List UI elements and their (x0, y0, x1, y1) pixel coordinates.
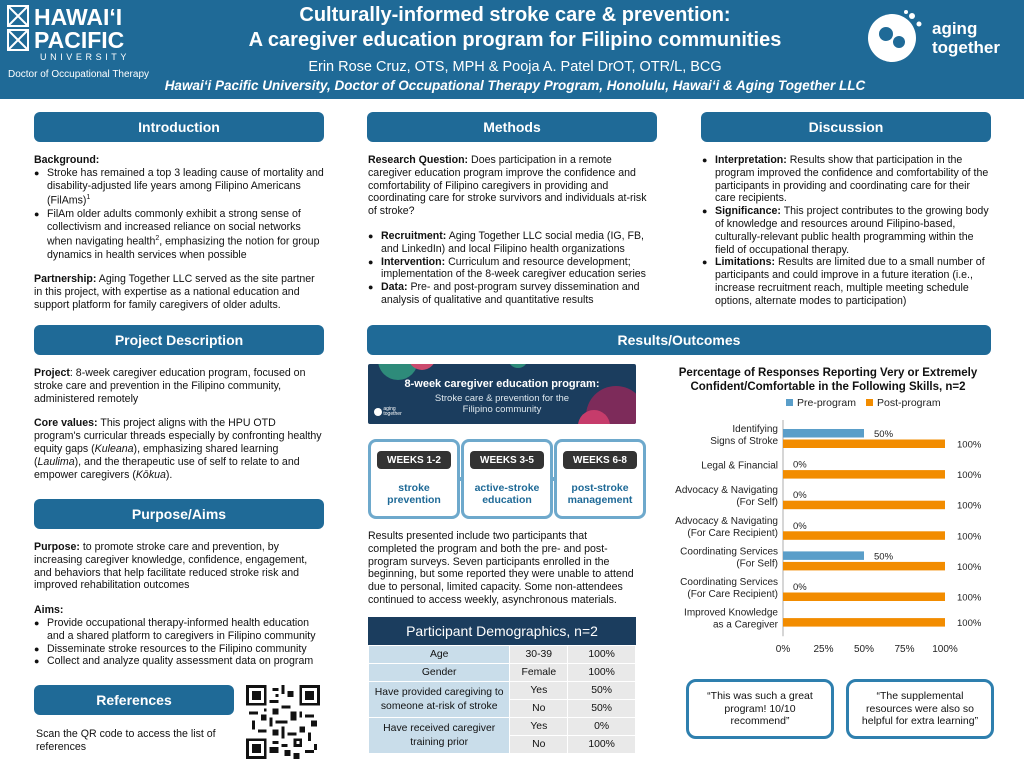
bar (783, 618, 945, 627)
category-label (680, 577, 778, 600)
discussion-bullet (702, 205, 992, 256)
intro-bullet (34, 167, 324, 208)
background-label: Background: (34, 154, 100, 166)
bar-value-label: 100% (957, 500, 982, 512)
week-pill: WEEKS 3-5 (470, 451, 544, 469)
category-label (710, 424, 778, 447)
purpose-aims-heading: Purpose/Aims (34, 499, 324, 529)
demo-value: 30-39 (510, 646, 568, 664)
banner-title: 8-week caregiver education program: (404, 378, 600, 390)
kokua-term: Kōkua (135, 468, 166, 481)
demo-value: Female (510, 664, 568, 682)
discussion-body (702, 154, 992, 308)
methods-body (368, 154, 658, 307)
demo-label: Age (369, 646, 510, 664)
aging-together-logo (862, 8, 1022, 68)
demo-label: Have provided caregiving to someone at-risk of stroke (369, 682, 510, 718)
poster-title-line1: Culturally-informed stroke care & prevention: (299, 4, 731, 26)
recruitment-text: Aging Together LLC social media (IG, FB, and LinkedIn) and local Filipino health organizations (381, 229, 644, 255)
demo-value: No (510, 736, 568, 754)
project-text: : 8-week caregiver education program, focused on stroke care and prevention in the Filipino community, administered remotely (34, 367, 306, 405)
project-description-body (34, 367, 324, 481)
intervention-label: Intervention: (381, 255, 446, 268)
demo-percent: 0% (568, 718, 636, 736)
banner-logo-icon (374, 408, 382, 416)
participant-quote (846, 679, 994, 739)
partnership-label: Partnership: (34, 273, 97, 286)
category-label-line: Advocacy & Navigating (675, 515, 778, 527)
category-label-line: (For Care Recipient) (687, 589, 778, 600)
week-card (554, 439, 646, 519)
aim-item: ● Provide occupational therapy-informed health education and a shared platform to caregivers in Filipino community (34, 617, 324, 643)
demo-percent: 50% (568, 682, 636, 700)
demographics-table (368, 645, 636, 754)
bar-value-label: 50% (874, 551, 894, 563)
hpu-logo-line3: UNIVERSITY (40, 52, 131, 62)
bar-value-label: 0% (793, 520, 807, 532)
poster-authors: Erin Rose Cruz, OTS, MPH & Pooja A. Patel DrOT, OTR/L, BCG (308, 59, 722, 75)
core-values-label: Core values: (34, 417, 98, 430)
week-card (461, 439, 553, 519)
introduction-heading: Introduction (34, 112, 324, 142)
intro-bullet-text: FilAm older adults commonly exhibit a strong sense of collectivism and increased reliance on social networks when navigating health (47, 207, 301, 248)
intervention-text: Curriculum and resource development; implementation of the 8-week caregiver education series (381, 255, 646, 281)
bar-value-label: 0% (793, 459, 807, 471)
laulima-term: Laulima (37, 455, 75, 468)
methods-bullet (368, 281, 658, 307)
discussion-bullet (702, 256, 992, 307)
banner-subtitle (368, 393, 636, 415)
methods-heading: Methods (367, 112, 657, 142)
limitations-text: Results are limited due to a small number of participants and could improve in a future iteration (i.e., increase recruitment reach, multiple meeting schedule options, alternate modes to participation) (715, 256, 985, 307)
discussion-heading: Discussion (701, 112, 991, 142)
banner-subtitle-text: Stroke care & prevention for the Filipino community (434, 393, 570, 415)
category-label-line: Coordinating Services (680, 577, 778, 588)
banner-logo-line1: aging (383, 406, 396, 412)
purpose-label: Purpose: (34, 541, 80, 553)
category-label (675, 485, 778, 508)
week-card (368, 439, 460, 519)
hpu-department: Doctor of Occupational Therapy (8, 69, 150, 80)
legend-label: Post-program (877, 397, 941, 409)
data-text: Pre- and post-program survey dissemination and analysis of qualitative and quantitative results (381, 281, 640, 306)
intro-bullet-text: Stroke has remained a top 3 leading cause of mortality and disability-adjusted life years among Filipino Americans (FilAms) (47, 166, 324, 207)
aim-item: ● Disseminate stroke resources to the Filipino community (34, 643, 324, 656)
x-tick-label: 100% (932, 644, 958, 656)
aims-label: Aims: (34, 604, 64, 617)
week-pill: WEEKS 1-2 (377, 451, 451, 469)
demo-value: Yes (510, 682, 568, 700)
bar (783, 531, 945, 540)
category-label-line: (For Self) (736, 558, 778, 570)
category-label-line: Advocacy & Navigating (675, 485, 778, 497)
week-topic-line1: stroke (398, 482, 430, 494)
category-label (675, 516, 778, 539)
category-label (684, 608, 779, 631)
chart-title: Percentage of Responses Reporting Very or Extremely Confident/Comfortable in the Following Skills, n=2 (678, 367, 978, 393)
category-label-line: Improved Knowledge (684, 607, 778, 619)
introduction-body (34, 154, 324, 312)
results-heading: Results/Outcomes (367, 325, 991, 355)
research-question-text: Does participation in a remote caregiver education program improve the confidence and comfortability of Filipino caregivers in providing and coordinating care for stroke survivors and individuals at-risk of stroke? (368, 154, 647, 218)
category-label (680, 546, 778, 569)
skills-bar-chart (668, 394, 998, 670)
week-topic-line1: active-stroke (474, 482, 540, 494)
project-description-heading: Project Description (34, 325, 324, 355)
banner-logo-line2: together (383, 411, 402, 417)
bar-value-label: 100% (957, 592, 982, 604)
category-label-line: as a Caregiver (712, 619, 778, 631)
legend-swatch (866, 399, 873, 406)
bar-value-label: 100% (957, 618, 982, 630)
recruitment-label: Recruitment: (381, 229, 447, 242)
category-label-line: (For Care Recipient) (687, 527, 778, 539)
poster-affiliation: Hawaiʻi Pacific University, Doctor of Occupational Therapy Program, Honolulu, Hawaiʻi & Aging Together LLC (164, 78, 866, 93)
poster-title-line2: A caregiver education program for Filipino communities (248, 29, 782, 51)
references-heading: References (34, 685, 234, 715)
interpretation-text: Results show that participation in the program improved the confidence and comfortability of the participants in providing and coordinating care for their care recipients. (715, 154, 989, 205)
category-label-line: Signs of Stroke (710, 436, 778, 447)
week-topic (464, 482, 550, 506)
citation: 1 (86, 194, 91, 202)
legend-swatch (786, 399, 793, 406)
bar (783, 429, 864, 438)
bar-value-label: 0% (793, 490, 807, 502)
x-tick-label: 25% (813, 644, 834, 656)
methods-bullet (368, 230, 658, 256)
hpu-logo (6, 4, 166, 80)
bar-value-label: 100% (957, 439, 982, 451)
demo-value: No (510, 700, 568, 718)
references-qr-code[interactable] (246, 685, 320, 759)
bar (783, 551, 864, 560)
category-label-line: Legal & Financial (701, 460, 778, 472)
poster-header (0, 0, 1024, 99)
hpu-logo-line2: PACIFIC (34, 27, 125, 53)
week-topic (557, 482, 643, 506)
citation: 2 (155, 235, 160, 243)
core-values-text: This project aligns with the HPU OTD program's curricular threads especially by confronting healthy equity gaps ( (34, 417, 322, 455)
purpose-text: to promote stroke care and prevention, by increasing caregiver knowledge, confidence, engagement, and behaviors that help facilitate reduced stroke risk and improved rehabilitation outcomes (34, 541, 308, 592)
category-label-line: (For Self) (736, 497, 778, 509)
table-row (369, 664, 636, 682)
bar-value-label: 50% (874, 429, 894, 440)
category-label (701, 461, 778, 472)
participant-quote (686, 679, 834, 739)
demo-percent: 100% (568, 664, 636, 682)
purpose-aims-body (34, 541, 324, 668)
bar-value-label: 100% (957, 531, 982, 543)
significance-label: Significance: (715, 205, 781, 218)
significance-text: This project contributes to the growing body of knowledge and resources around Filipino-based, culturally-relevant public health programming within the field of occupational therapy. (715, 205, 989, 256)
core-values-text: ), emphasizing shared learning ( (34, 442, 279, 468)
bar-value-label: 100% (957, 470, 982, 482)
table-row (369, 718, 636, 736)
program-banner (368, 364, 636, 424)
category-label-line: Coordinating Services (680, 546, 778, 558)
methods-bullet (368, 256, 658, 282)
aging-together-logo-line2: together (932, 38, 1000, 57)
bar (783, 440, 945, 449)
bar (783, 470, 945, 479)
table-row (369, 646, 636, 664)
project-label: Project (34, 367, 70, 379)
demo-percent: 100% (568, 736, 636, 754)
research-question-label: Research Question: (368, 154, 469, 166)
limitations-label: Limitations: (715, 256, 776, 269)
banner-logo (374, 407, 402, 417)
week-topic-line2: education (482, 494, 532, 506)
references-text: Scan the QR code to access the list of references (36, 728, 216, 753)
week-topic-line1: post-stroke (571, 482, 629, 494)
quote-text: “This was such a great program! 10/10 recommend” (707, 690, 813, 728)
intro-bullet (34, 208, 324, 262)
bar-value-label: 0% (793, 582, 807, 593)
legend-label: Pre-program (797, 397, 856, 409)
bar-value-label: 100% (957, 561, 982, 573)
category-label-line: Identifying (732, 424, 778, 435)
core-values-text: ). (165, 468, 173, 481)
aging-together-logo-line1: aging (932, 19, 978, 38)
discussion-bullet (702, 154, 992, 205)
demo-value: Yes (510, 718, 568, 736)
week-topic-line2: management (567, 494, 633, 506)
bar (783, 593, 945, 602)
week-topic-line2: prevention (387, 494, 441, 506)
data-label: Data: (381, 281, 408, 294)
demo-percent: 50% (568, 700, 636, 718)
x-tick-label: 75% (894, 644, 915, 656)
quote-text: “The supplemental resources were also so helpful for extra learning” (861, 690, 979, 728)
x-tick-label: 50% (853, 644, 875, 656)
demo-label: Have received caregiver training prior (369, 718, 510, 754)
interpretation-label: Interpretation: (715, 154, 787, 166)
table-row (369, 682, 636, 700)
demographics-title: Participant Demographics, n=2 (368, 617, 636, 645)
intro-bullet-text: , emphasizing the notion for group dynamics in health services when possible (47, 235, 320, 261)
kuleana-term: Kuleana (94, 442, 134, 455)
bar (783, 501, 945, 510)
x-tick-label: 0% (775, 644, 791, 656)
core-values-text: ), and the therapeutic use of self to relate to and empower caregivers ( (34, 455, 300, 481)
week-pill: WEEKS 6-8 (563, 451, 637, 469)
hpu-logo-line1: HAWAIʻI (34, 4, 123, 30)
aim-item: ● Collect and analyze quality assessment data on program (34, 655, 324, 668)
demo-percent: 100% (568, 646, 636, 664)
results-summary: Results presented include two participants that completed the program and both the pre- and post-program surveys. Seven participants enrolled in the beginning, but some reported they were unable to attend due to personal, limited capacity. Some non-attendees continued to access weekly, asynchronous materials. (368, 530, 634, 606)
partnership-text: Aging Together LLC served as the site partner in this project, with expertise as a national education and support platform for family caregivers of older adults. (34, 273, 315, 312)
bar (783, 562, 945, 571)
demo-label: Gender (369, 664, 510, 682)
week-topic (371, 482, 457, 506)
